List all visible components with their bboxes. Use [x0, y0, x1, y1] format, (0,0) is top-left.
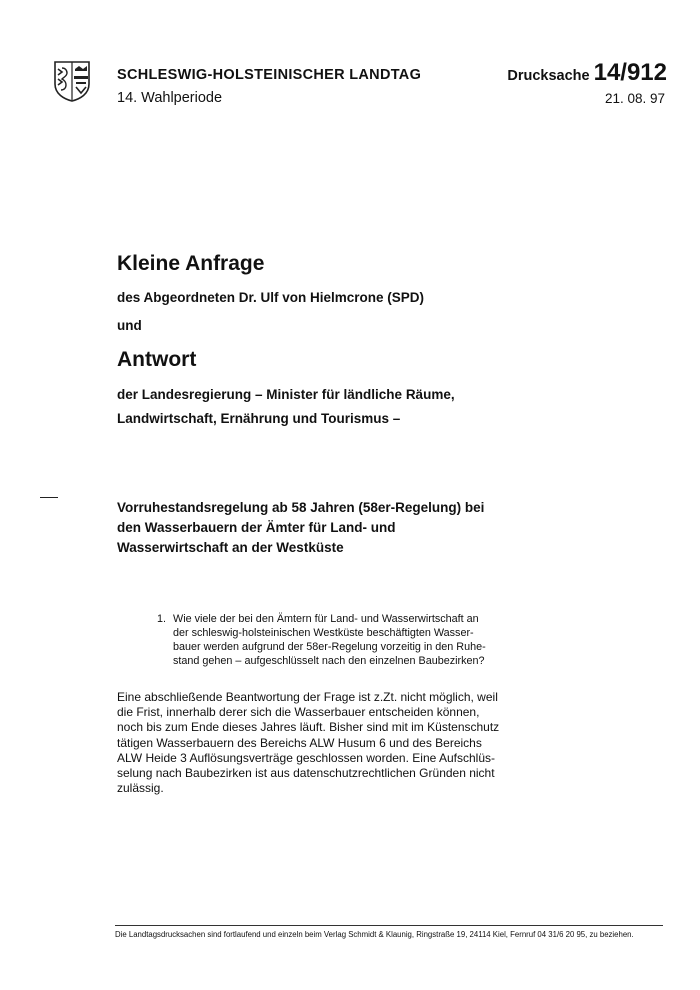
document-date: 21. 08. 97 [604, 91, 665, 106]
heading-kleine-anfrage: Kleine Anfrage [117, 252, 265, 275]
parliament-name: SCHLESWIG-HOLSTEINISCHER LANDTAG [117, 67, 422, 83]
subject-block [117, 498, 597, 558]
subject-line: Wasserwirtschaft an der Westküste [117, 540, 344, 555]
answer-line: noch bis zum Ende dieses Jahres läuft. Bisher sind mit im Küstenschutz [117, 720, 500, 735]
answer-line: ALW Heide 3 Auflösungsverträge geschlossen worden. Eine Aufschlüs- [117, 750, 495, 765]
responder-line-1: der Landesregierung – Minister für ländliche Räume, [117, 387, 455, 402]
question-1 [157, 612, 497, 668]
question-number: 1. [157, 613, 167, 625]
answer-line: zulässig. [117, 781, 164, 796]
answer-line: die Frist, innerhalb derer sich die Wasserbauer entscheiden können, [117, 705, 480, 720]
document-number-label: Drucksache [507, 68, 590, 84]
und-connector: und [117, 318, 142, 333]
margin-mark [40, 497, 58, 498]
answer-line: tätigen Wasserbauern des Bereichs ALW Husum 6 und des Bereichs [117, 735, 482, 750]
question-line: der schleswig-holsteinischen Westküste beschäftigten Wasser- [173, 627, 474, 639]
question-text [173, 612, 497, 668]
question-line: bauer werden aufgrund der 58er-Regelung vorzeitig in den Ruhe- [173, 641, 486, 653]
answer-1 [117, 690, 507, 796]
document-number-value: 14/912 [593, 59, 667, 86]
subject-line: den Wasserbauern der Ämter für Land- und [117, 520, 396, 535]
footer-publisher-note: Die Landtagsdrucksachen sind fortlaufend und einzeln beim Verlag Schmidt & Klaunig, Ringstraße 19, 24114 Kiel, Fernruf 04 31/6 20 95, zu beziehen. [115, 930, 634, 939]
responder-line-2: Landwirtschaft, Ernährung und Tourismus – [117, 411, 401, 426]
document-number [507, 59, 667, 87]
footer-divider [115, 925, 663, 926]
author-line: des Abgeordneten Dr. Ulf von Hielmcrone (SPD) [117, 290, 425, 305]
answer-line: selung nach Baubezirken ist aus datenschutzrechtlichen Gründen nicht [117, 766, 495, 781]
legislative-period: 14. Wahlperiode [117, 90, 223, 106]
coat-of-arms-icon [52, 60, 92, 102]
heading-antwort: Antwort [117, 348, 197, 371]
answer-line: Eine abschließende Beantwortung der Frage ist z.Zt. nicht möglich, weil [117, 690, 498, 704]
question-line: stand gehen – aufgeschlüsselt nach den einzelnen Baubezirken? [173, 655, 485, 667]
subject-line: Vorruhestandsregelung ab 58 Jahren (58er-Regelung) bei [117, 500, 485, 515]
question-line: Wie viele der bei den Ämtern für Land- und Wasserwirtschaft an [173, 613, 479, 625]
